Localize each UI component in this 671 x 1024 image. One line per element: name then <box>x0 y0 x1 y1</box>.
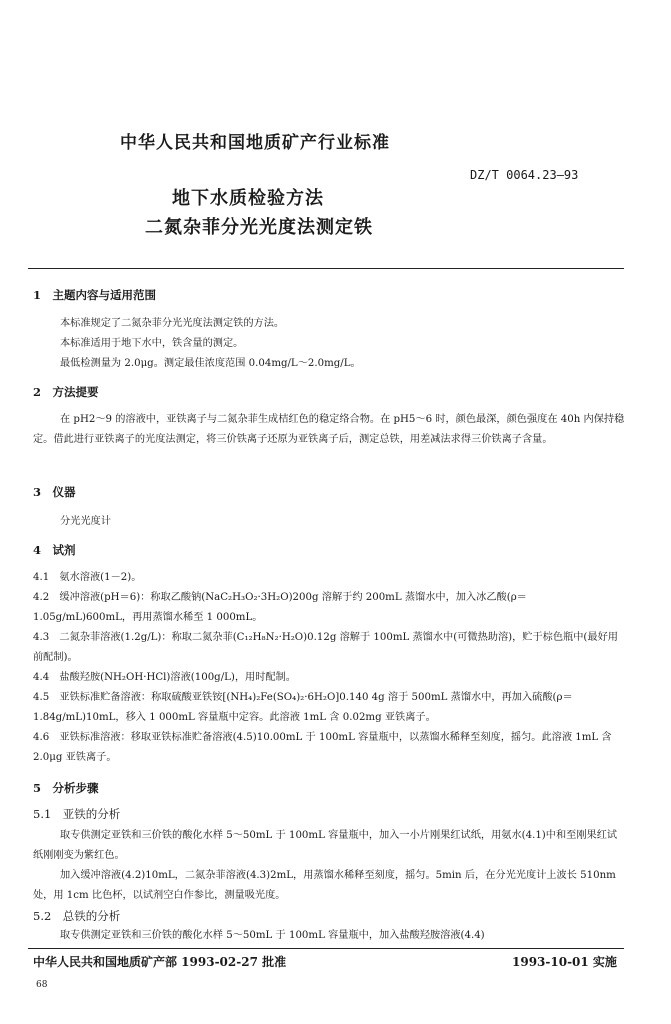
reagent-4-3: 4.3 二氮杂菲溶液(1.2g/L)：称取二氮杂菲(C₁₂H₈N₂·H₂O)0.12g 溶解于 100mL 蒸馏水中(可微热助溶)，贮于棕色瓶中(最好用前配制)。 <box>33 632 618 663</box>
section-1-para-1: 本标准规定了二氮杂菲分光光度法测定铁的方法。 <box>60 318 285 329</box>
page-number: 68 <box>36 980 48 990</box>
subsection-5-2-heading: 5.2 总铁的分析 <box>33 909 121 923</box>
reagent-4-1: 4.1 氨水溶液(1－2)。 <box>33 572 142 583</box>
subsection-5-2-para-1: 取专供测定亚铁和三价铁的酸化水样 5～50mL 于 100mL 容量瓶中，加入盐酸羟胺溶液(4.4) <box>60 930 485 941</box>
section-3-heading: 3 仪器 <box>33 485 76 499</box>
reagent-4-6: 4.6 亚铁标准溶液：移取亚铁标准贮备溶液(4.5)10.00mL 于 100mL 容量瓶中，以蒸馏水稀释至刻度，摇匀。此溶液 1mL 含 2.0μg 亚铁离子。 <box>33 732 612 763</box>
subsection-5-1-para-1: 取专供测定亚铁和三价铁的酸化水样 5～50mL 于 100mL 容量瓶中，加入一小片刚果红试纸，用氨水(4.1)中和至刚果红试纸刚刚变为紫红色。 <box>33 830 618 861</box>
reagent-4-5: 4.5 亚铁标准贮备溶液：称取硫酸亚铁铵[(NH₄)₂Fe(SO₄)₂·6H₂O]0.140 4g 溶于 500mL 蒸馏水中，再加入硫酸(ρ＝1.84g/mL)10mL，移入 1 000mL 容量瓶中定容。此溶液 1mL 含 0.02mg 亚铁离子。 <box>33 692 573 723</box>
document-title-line2: 二氮杂菲分光光度法测定铁 <box>145 217 373 238</box>
section-4-heading: 4 试剂 <box>33 543 76 557</box>
section-2-heading: 2 方法提要 <box>33 385 99 399</box>
header-rule <box>28 268 624 269</box>
reagent-4-4: 4.4 盐酸羟胺(NH₂OH·HCl)溶液(100g/L)，用时配制。 <box>33 672 296 683</box>
subsection-5-1-para-2: 加入缓冲溶液(4.2)10mL，二氮杂菲溶液(4.3)2mL，用蒸馏水稀释至刻度，摇匀。5min 后，在分光光度计上波长 510nm 处，用 1cm 比色杯，以试剂空白作参比，测量吸光度。 <box>33 870 616 901</box>
standard-organization-title: 中华人民共和国地质矿产行业标准 <box>120 133 390 153</box>
approval-statement: 中华人民共和国地质矿产部 1993-02-27 批准 <box>33 955 287 969</box>
footer-rule <box>28 948 624 949</box>
subsection-5-1-heading: 5.1 亚铁的分析 <box>33 807 121 821</box>
section-1-para-3: 最低检测量为 2.0μg。测定最佳浓度范围 0.04mg/L～2.0mg/L。 <box>60 358 361 369</box>
reagent-4-2: 4.2 缓冲溶液(pH＝6)：称取乙酸钠(NaC₂H₃O₂·3H₂O)200g 溶解于约 200mL 蒸馏水中，加入冰乙酸(ρ＝1.05g/mL)600mL，再用蒸馏水稀至 1 000mL。 <box>33 592 527 623</box>
section-1-para-2: 本标准适用于地下水中，铁含量的测定。 <box>60 338 244 349</box>
implementation-date: 1993-10-01 实施 <box>512 955 617 969</box>
standard-code: DZ/T 0064.23—93 <box>470 168 579 182</box>
section-3-para-1: 分光光度计 <box>60 516 111 527</box>
section-5-heading: 5 分析步骤 <box>33 781 99 795</box>
document-title-line1: 地下水质检验方法 <box>172 188 324 209</box>
section-1-heading: 1 主题内容与适用范围 <box>33 288 157 302</box>
section-2-para-1: 在 pH2～9 的溶液中，亚铁离子与二氮杂菲生成桔红色的稳定络合物。在 pH5～6 时，颜色最深，颜色强度在 40h 内保持稳定。借此进行亚铁离子的光度法测定，将三价铁离子还原为亚铁离子后，测定总铁，用差减法求得三价铁离子含量。 <box>33 414 625 445</box>
